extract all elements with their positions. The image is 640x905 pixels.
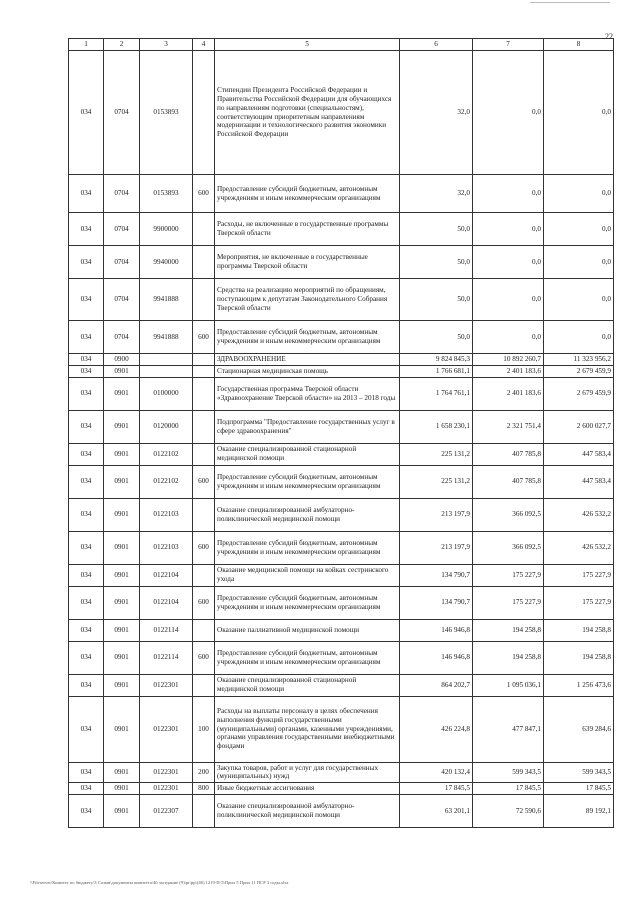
column-header: 2 [104, 39, 140, 51]
amount-2016-cell: 194 258,8 [544, 641, 614, 674]
description-cell: Оказание специализированной стационарной медицинской помощи [215, 674, 400, 696]
file-path-footer: \\Fileserver\Комитет по бюджету\3 Созыв\документы комитета\46 заседание (9)\pr\pp\(46) 1219-П-5\Прил 5 Прил 11 ПСР 3 годы.xlsx [30, 880, 289, 885]
amount-2014-cell: 50,0 [400, 246, 473, 279]
amount-2016-cell: 0,0 [544, 321, 614, 354]
column-header: 6 [400, 39, 473, 51]
table-row [69, 564, 614, 586]
target-article-cell: 0122114 [140, 641, 193, 674]
table-row [69, 783, 614, 795]
section-code-cell: 0901 [104, 586, 140, 619]
amount-2014-cell: 1 764 761,1 [400, 377, 473, 410]
amount-2014-cell: 17 845,5 [400, 783, 473, 795]
expense-type-cell [193, 498, 215, 531]
admin-code-cell: 034 [69, 465, 104, 498]
table-row [69, 696, 614, 762]
description-cell: Предоставление субсидий бюджетным, автономным учреждениям и иным некоммерческим организациям [215, 321, 400, 354]
amount-2015-cell: 0,0 [473, 279, 544, 321]
amount-2015-cell: 0,0 [473, 175, 544, 213]
target-article-cell: 9900000 [140, 213, 193, 246]
amount-2014-cell: 213 197,9 [400, 498, 473, 531]
amount-2016-cell: 0,0 [544, 279, 614, 321]
expense-type-cell [193, 365, 215, 377]
target-article-cell: 0122301 [140, 696, 193, 762]
admin-code-cell: 034 [69, 246, 104, 279]
admin-code-cell: 034 [69, 696, 104, 762]
amount-2015-cell: 407 785,8 [473, 465, 544, 498]
amount-2016-cell: 0,0 [544, 51, 614, 175]
admin-code-cell: 034 [69, 783, 104, 795]
amount-2016-cell: 447 583,4 [544, 443, 614, 465]
table-row [69, 410, 614, 443]
amount-2016-cell: 2 679 459,9 [544, 377, 614, 410]
target-article-cell: 0122103 [140, 498, 193, 531]
description-cell: Оказание специализированной амбулаторно-поликлинической медицинской помощи [215, 794, 400, 827]
description-cell: Оказание паллиативной медицинской помощи [215, 619, 400, 641]
section-code-cell: 0901 [104, 377, 140, 410]
amount-2015-cell: 0,0 [473, 321, 544, 354]
amount-2015-cell: 194 258,8 [473, 619, 544, 641]
target-article-cell: 9941888 [140, 279, 193, 321]
column-header: 7 [473, 39, 544, 51]
section-code-cell: 0901 [104, 762, 140, 783]
expense-type-cell [193, 354, 215, 366]
section-code-cell: 0901 [104, 619, 140, 641]
section-code-cell: 0901 [104, 641, 140, 674]
admin-code-cell: 034 [69, 175, 104, 213]
amount-2015-cell: 2 321 751,4 [473, 410, 544, 443]
target-article-cell: 0153893 [140, 175, 193, 213]
table-row [69, 531, 614, 564]
description-cell: Мероприятия, не включенные в государственные программы Тверской области [215, 246, 400, 279]
amount-2016-cell: 1 256 473,6 [544, 674, 614, 696]
expense-type-cell: 200 [193, 762, 215, 783]
table-row [69, 586, 614, 619]
amount-2014-cell: 9 824 845,3 [400, 354, 473, 366]
amount-2015-cell: 1 095 036,1 [473, 674, 544, 696]
amount-2015-cell: 72 590,6 [473, 794, 544, 827]
target-article-cell: 0122102 [140, 443, 193, 465]
amount-2015-cell: 477 847,1 [473, 696, 544, 762]
column-header: 5 [215, 39, 400, 51]
section-code-cell: 0901 [104, 498, 140, 531]
amount-2015-cell: 0,0 [473, 51, 544, 175]
amount-2014-cell: 225 131,2 [400, 465, 473, 498]
target-article-cell: 0122301 [140, 762, 193, 783]
table-row [69, 377, 614, 410]
expense-type-cell [193, 619, 215, 641]
description-cell: Стипендии Президента Российской Федерации и Правительства Российской Федерации для обучающихся по направлениям подготовки (специальностям), соответствующим приоритетным направлениям модернизации и технологического развития экономики Российской Федерации [215, 51, 400, 175]
amount-2014-cell: 63 201,1 [400, 794, 473, 827]
amount-2015-cell: 366 092,5 [473, 498, 544, 531]
amount-2016-cell: 426 532,2 [544, 498, 614, 531]
admin-code-cell: 034 [69, 641, 104, 674]
target-article-cell: 0122301 [140, 783, 193, 795]
description-cell: Подпрограмма "Предоставление государственных услуг в сфере здравоохранения" [215, 410, 400, 443]
admin-code-cell: 034 [69, 498, 104, 531]
table-row [69, 465, 614, 498]
amount-2014-cell: 146 946,8 [400, 619, 473, 641]
table-row [69, 246, 614, 279]
section-code-cell: 0901 [104, 410, 140, 443]
description-cell: Оказание специализированной амбулаторно-поликлинической медицинской помощи [215, 498, 400, 531]
amount-2014-cell: 146 946,8 [400, 641, 473, 674]
target-article-cell: 0153893 [140, 51, 193, 175]
amount-2015-cell: 0,0 [473, 246, 544, 279]
table-row [69, 762, 614, 783]
table-row [69, 365, 614, 377]
section-code-cell: 0901 [104, 794, 140, 827]
table-row [69, 213, 614, 246]
target-article-cell: 9940000 [140, 246, 193, 279]
section-code-cell: 0704 [104, 321, 140, 354]
section-code-cell: 0901 [104, 674, 140, 696]
amount-2014-cell: 864 202,7 [400, 674, 473, 696]
expense-type-cell [193, 246, 215, 279]
admin-code-cell: 034 [69, 279, 104, 321]
description-cell: Предоставление субсидий бюджетным, автономным учреждениям и иным некоммерческим организациям [215, 531, 400, 564]
amount-2016-cell: 2 600 027,7 [544, 410, 614, 443]
description-cell: Государственная программа Тверской области «Здравоохранение Тверской области» на 2013 – 2018 годы [215, 377, 400, 410]
admin-code-cell: 034 [69, 674, 104, 696]
amount-2016-cell: 175 227,9 [544, 564, 614, 586]
description-cell: Иные бюджетные ассигнования [215, 783, 400, 795]
target-article-cell: 0100000 [140, 377, 193, 410]
admin-code-cell: 034 [69, 213, 104, 246]
admin-code-cell: 034 [69, 586, 104, 619]
table-row [69, 498, 614, 531]
expense-type-cell: 600 [193, 641, 215, 674]
amount-2016-cell: 0,0 [544, 246, 614, 279]
amount-2015-cell: 599 343,5 [473, 762, 544, 783]
description-cell: Оказание специализированной стационарной медицинской помощи [215, 443, 400, 465]
section-code-cell: 0901 [104, 564, 140, 586]
target-article-cell: 0122114 [140, 619, 193, 641]
expense-type-cell: 600 [193, 465, 215, 498]
table-row [69, 175, 614, 213]
admin-code-cell: 034 [69, 365, 104, 377]
amount-2016-cell: 194 258,8 [544, 619, 614, 641]
amount-2014-cell: 50,0 [400, 321, 473, 354]
description-cell: Закупка товаров, работ и услуг для государственных (муниципальных) нужд [215, 762, 400, 783]
target-article-cell: 0122102 [140, 465, 193, 498]
expense-type-cell [193, 564, 215, 586]
amount-2014-cell: 32,0 [400, 175, 473, 213]
expense-type-cell [193, 443, 215, 465]
table-row [69, 279, 614, 321]
expense-type-cell [193, 279, 215, 321]
amount-2016-cell: 599 343,5 [544, 762, 614, 783]
amount-2014-cell: 213 197,9 [400, 531, 473, 564]
amount-2014-cell: 1 766 681,1 [400, 365, 473, 377]
expense-type-cell [193, 674, 215, 696]
amount-2016-cell: 426 532,2 [544, 531, 614, 564]
admin-code-cell: 034 [69, 531, 104, 564]
budget-table [68, 38, 614, 828]
amount-2015-cell: 17 845,5 [473, 783, 544, 795]
expense-type-cell: 800 [193, 783, 215, 795]
admin-code-cell: 034 [69, 51, 104, 175]
section-code-cell: 0900 [104, 354, 140, 366]
amount-2014-cell: 32,0 [400, 51, 473, 175]
amount-2015-cell: 194 258,8 [473, 641, 544, 674]
amount-2016-cell: 89 192,1 [544, 794, 614, 827]
table-row [69, 619, 614, 641]
section-code-cell: 0704 [104, 51, 140, 175]
target-article-cell: 0122103 [140, 531, 193, 564]
expense-type-cell: 100 [193, 696, 215, 762]
amount-2016-cell: 175 227,9 [544, 586, 614, 619]
amount-2015-cell: 366 092,5 [473, 531, 544, 564]
amount-2014-cell: 50,0 [400, 279, 473, 321]
amount-2015-cell: 175 227,9 [473, 586, 544, 619]
amount-2015-cell: 10 892 260,7 [473, 354, 544, 366]
amount-2016-cell: 639 284,6 [544, 696, 614, 762]
admin-code-cell: 034 [69, 794, 104, 827]
admin-code-cell: 034 [69, 354, 104, 366]
table-row [69, 641, 614, 674]
description-cell: Средства на реализацию мероприятий по обращениям, поступающим к депутатам Законодательного Собрания Тверской области [215, 279, 400, 321]
target-article-cell [140, 354, 193, 366]
section-code-cell: 0704 [104, 213, 140, 246]
target-article-cell: 0122104 [140, 564, 193, 586]
table-row [69, 51, 614, 175]
amount-2014-cell: 420 132,4 [400, 762, 473, 783]
amount-2015-cell: 2 401 183,6 [473, 365, 544, 377]
expense-type-cell [193, 51, 215, 175]
section-code-cell: 0704 [104, 279, 140, 321]
table-row [69, 321, 614, 354]
section-code-cell: 0901 [104, 465, 140, 498]
expense-type-cell [193, 377, 215, 410]
column-header: 1 [69, 39, 104, 51]
description-cell: Стационарная медицинская помощь [215, 365, 400, 377]
target-article-cell: 9941888 [140, 321, 193, 354]
amount-2014-cell: 134 790,7 [400, 586, 473, 619]
amount-2014-cell: 426 224,8 [400, 696, 473, 762]
description-cell: Оказание медицинской помощи на койках сестринского ухода [215, 564, 400, 586]
target-article-cell [140, 365, 193, 377]
section-code-cell: 0901 [104, 443, 140, 465]
amount-2014-cell: 50,0 [400, 213, 473, 246]
amount-2015-cell: 407 785,8 [473, 443, 544, 465]
admin-code-cell: 034 [69, 321, 104, 354]
section-code-cell: 0901 [104, 365, 140, 377]
admin-code-cell: 034 [69, 619, 104, 641]
expense-type-cell: 600 [193, 321, 215, 354]
table-row [69, 674, 614, 696]
amount-2014-cell: 1 658 230,1 [400, 410, 473, 443]
amount-2015-cell: 2 401 183,6 [473, 377, 544, 410]
expense-type-cell: 600 [193, 586, 215, 619]
description-cell: Предоставление субсидий бюджетным, автономным учреждениям и иным некоммерческим организациям [215, 641, 400, 674]
admin-code-cell: 034 [69, 762, 104, 783]
amount-2016-cell: 0,0 [544, 175, 614, 213]
table-row [69, 354, 614, 366]
amount-2014-cell: 134 790,7 [400, 564, 473, 586]
expense-type-cell [193, 794, 215, 827]
column-header: 8 [544, 39, 614, 51]
amount-2016-cell: 11 323 956,2 [544, 354, 614, 366]
expense-type-cell [193, 410, 215, 443]
expense-type-cell [193, 213, 215, 246]
section-code-cell: 0901 [104, 531, 140, 564]
header-rule [530, 2, 610, 3]
column-number-row [69, 39, 614, 51]
description-cell: Предоставление субсидий бюджетным, автономным учреждениям и иным некоммерческим организациям [215, 586, 400, 619]
column-header: 3 [140, 39, 193, 51]
admin-code-cell: 034 [69, 564, 104, 586]
admin-code-cell: 034 [69, 410, 104, 443]
description-cell: ЗДРАВООХРАНЕНИЕ [215, 354, 400, 366]
table-row [69, 794, 614, 827]
target-article-cell: 0122301 [140, 674, 193, 696]
description-cell: Расходы, не включенные в государственные программы Тверской области [215, 213, 400, 246]
target-article-cell: 0120000 [140, 410, 193, 443]
target-article-cell: 0122104 [140, 586, 193, 619]
column-header: 4 [193, 39, 215, 51]
section-code-cell: 0901 [104, 696, 140, 762]
amount-2014-cell: 225 131,2 [400, 443, 473, 465]
section-code-cell: 0901 [104, 783, 140, 795]
admin-code-cell: 034 [69, 443, 104, 465]
amount-2015-cell: 0,0 [473, 213, 544, 246]
target-article-cell: 0122307 [140, 794, 193, 827]
description-cell: Предоставление субсидий бюджетным, автономным учреждениям и иным некоммерческим организациям [215, 465, 400, 498]
expense-type-cell: 600 [193, 531, 215, 564]
amount-2016-cell: 0,0 [544, 213, 614, 246]
amount-2016-cell: 2 679 459,9 [544, 365, 614, 377]
page-number: 22 [605, 32, 613, 41]
section-code-cell: 0704 [104, 246, 140, 279]
amount-2016-cell: 17 845,5 [544, 783, 614, 795]
description-cell: Предоставление субсидий бюджетным, автономным учреждениям и иным некоммерческим организациям [215, 175, 400, 213]
expense-type-cell: 600 [193, 175, 215, 213]
admin-code-cell: 034 [69, 377, 104, 410]
section-code-cell: 0704 [104, 175, 140, 213]
amount-2016-cell: 447 583,4 [544, 465, 614, 498]
description-cell: Расходы на выплаты персоналу в целях обеспечения выполнения функций государственными (муниципальными) органами, казенными учреждениями, органами управления государственными внебюджетными фондами [215, 696, 400, 762]
table-row [69, 443, 614, 465]
amount-2015-cell: 175 227,9 [473, 564, 544, 586]
